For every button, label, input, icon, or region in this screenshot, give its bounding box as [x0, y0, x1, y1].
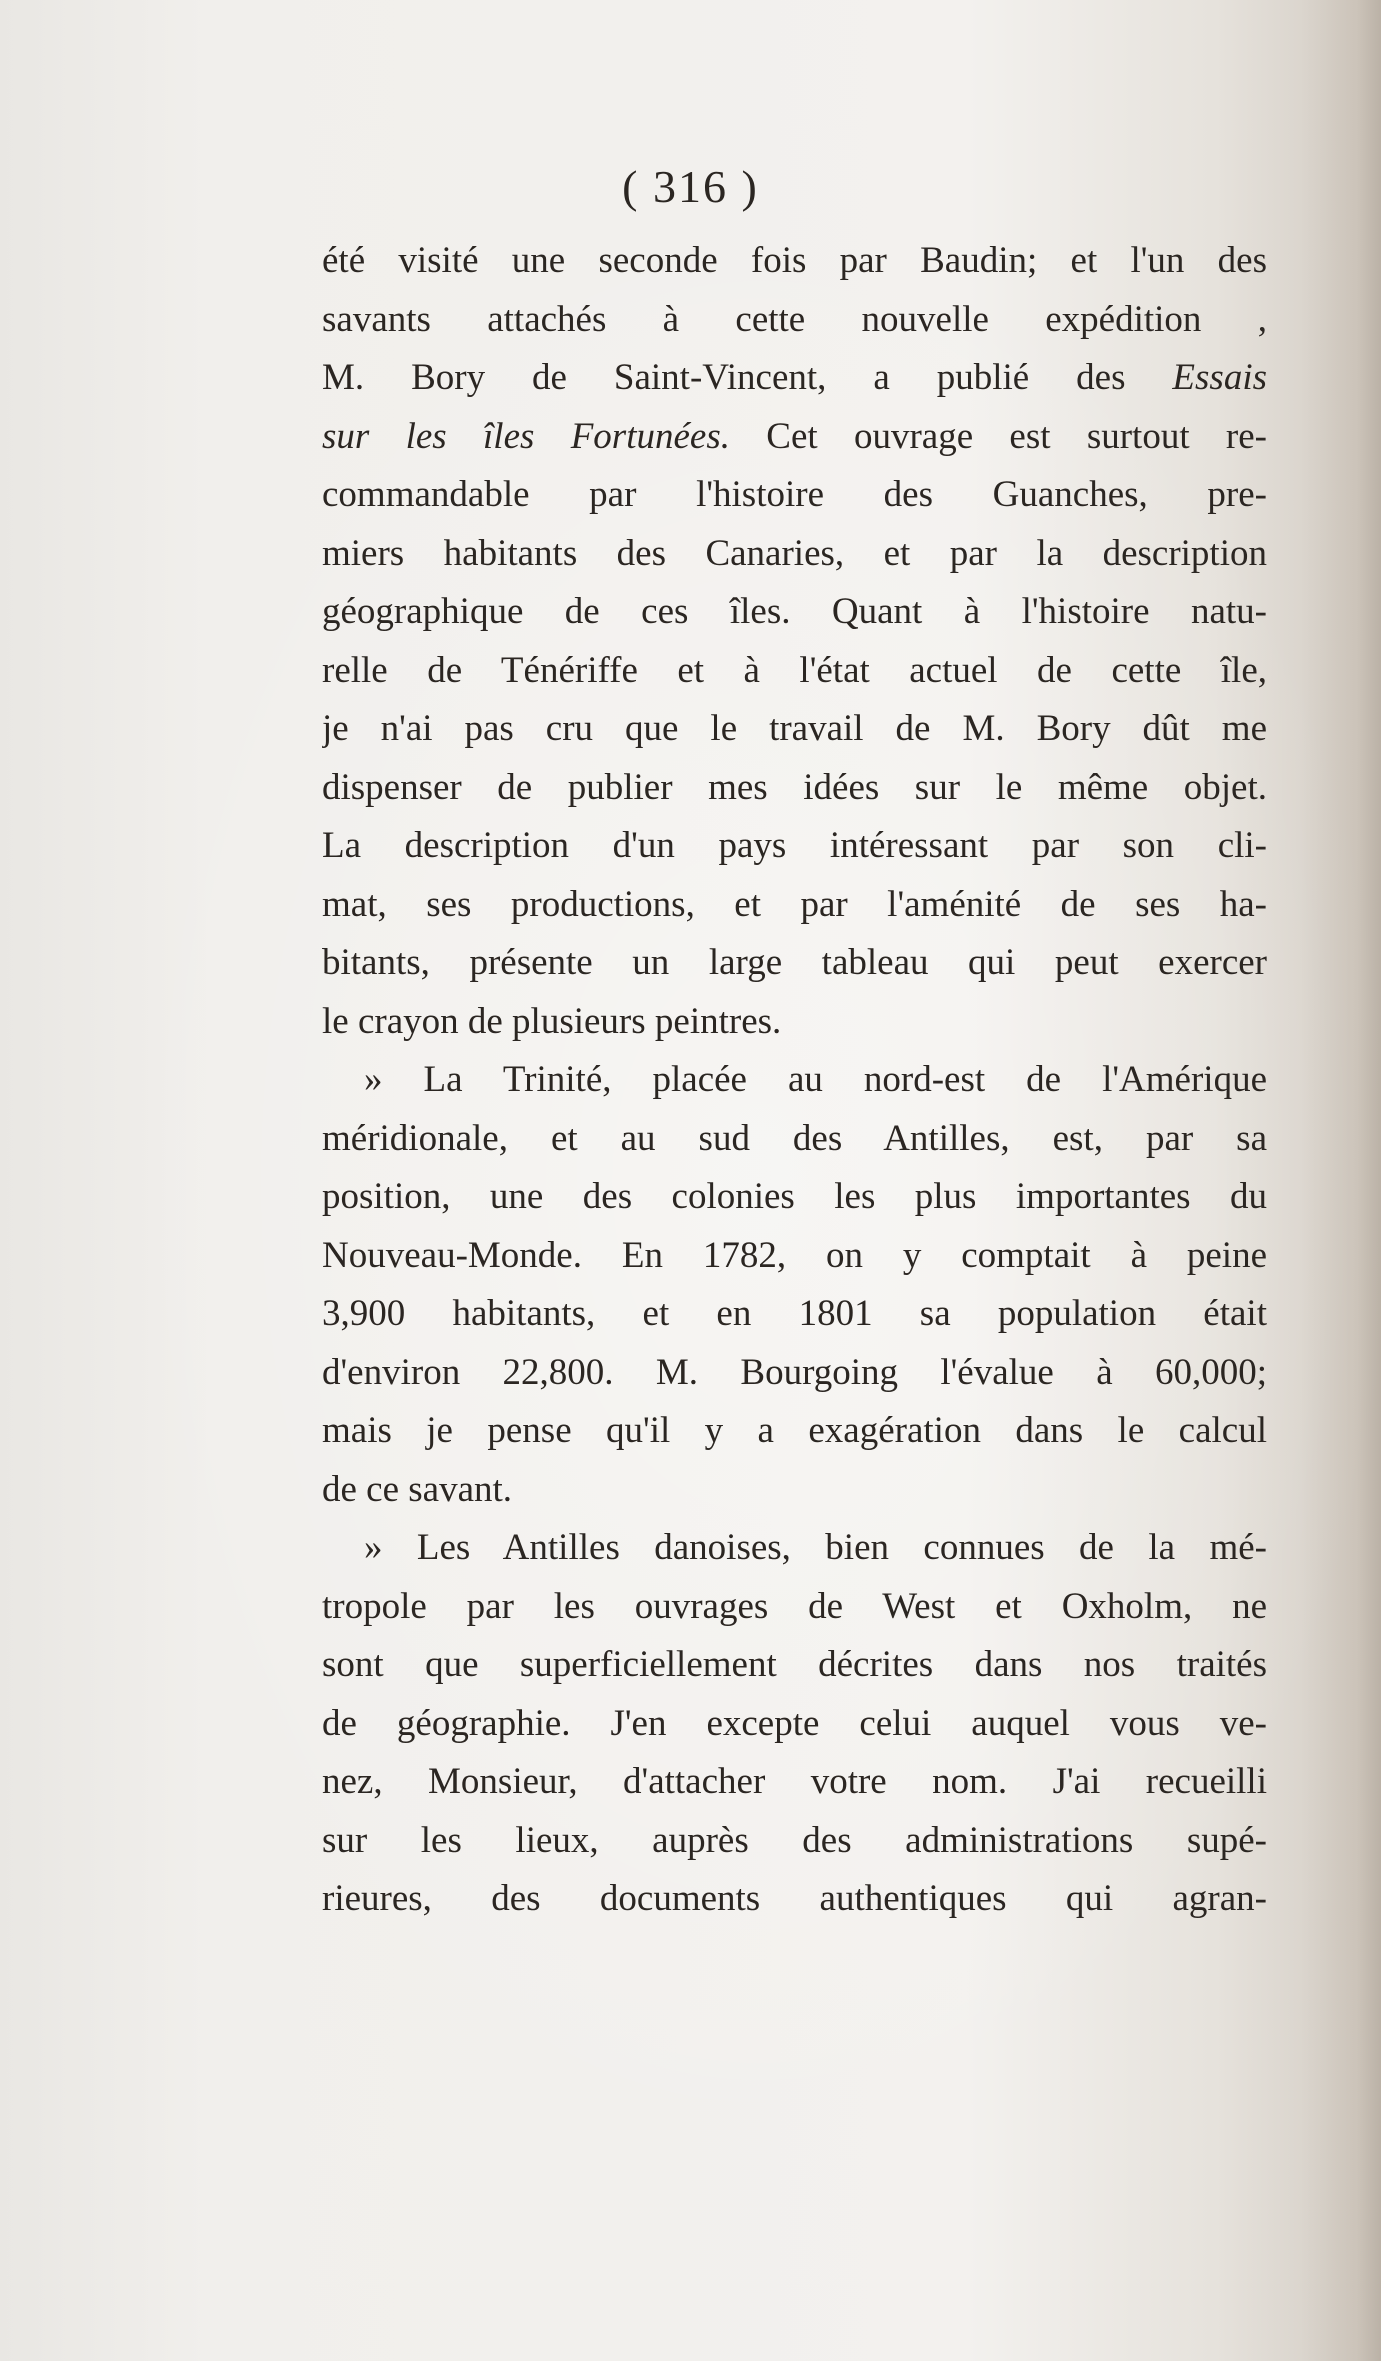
text-line	[322, 1519, 1267, 1578]
line-text: M. Bory de Saint-Vincent, a publié des	[322, 357, 1126, 398]
text-line	[322, 1695, 1267, 1754]
text-line	[322, 817, 1267, 876]
text-line	[322, 466, 1267, 525]
text-line	[322, 934, 1267, 993]
line-text: méridionale, et au sud des Antilles, est, par sa	[322, 1117, 1267, 1159]
text-line	[322, 232, 1267, 291]
line-text: dispenser de publier mes idées sur le même objet.	[322, 766, 1267, 808]
line-text: de géographie. J'en excepte celui auquel vous ve-	[322, 1702, 1267, 1744]
line-text: d'environ 22,800. M. Bourgoing l'évalue à 60,000;	[322, 1351, 1267, 1393]
line-text: mat, ses productions, et par l'aménité de ses ha-	[322, 883, 1267, 925]
line-text: je n'ai pas cru que le travail de M. Bory dût me	[322, 708, 1267, 749]
text-line	[322, 1461, 1267, 1520]
line-text: » Les Antilles danoises, bien connues de la mé-	[364, 1527, 1267, 1568]
text-line	[322, 876, 1267, 935]
line-text: commandable par l'histoire des Guanches, pre-	[322, 474, 1267, 515]
line-text: mais je pense qu'il y a exagération dans le calcul	[322, 1410, 1267, 1451]
line-text: miers habitants des Canaries, et par la description	[322, 532, 1267, 574]
text-line	[322, 1051, 1267, 1110]
text-line	[322, 1402, 1267, 1461]
text-line	[322, 1753, 1267, 1812]
line-text: tropole par les ouvrages de West et Oxholm, ne	[322, 1585, 1267, 1627]
text-line	[322, 349, 1267, 408]
text-line	[322, 1227, 1267, 1286]
text-line	[322, 291, 1267, 350]
line-text: position, une des colonies les plus importantes du	[322, 1176, 1267, 1217]
page-gutter-shadow	[1301, 0, 1381, 2361]
text-line	[322, 700, 1267, 759]
text-line	[322, 759, 1267, 818]
line-text: » La Trinité, placée au nord-est de l'Amérique	[364, 1059, 1267, 1100]
line-text: de ce savant.	[322, 1468, 513, 1510]
text-line	[322, 1110, 1267, 1169]
line-text: rieures, des documents authentiques qui agran-	[322, 1878, 1267, 1919]
italic-title-part: sur les îles Fortunées.	[322, 415, 730, 457]
line-text: géographique de ces îles. Quant à l'histoire natu-	[322, 591, 1267, 632]
text-line	[322, 525, 1267, 584]
text-line	[322, 408, 1267, 467]
line-text: relle de Ténériffe et à l'état actuel de cette île,	[322, 649, 1267, 691]
line-text: Nouveau-Monde. En 1782, on y comptait à peine	[322, 1234, 1267, 1276]
line-text: bitants, présente un large tableau qui peut exercer	[322, 942, 1267, 983]
line-text: nez, Monsieur, d'attacher votre nom. J'ai recueilli	[322, 1761, 1267, 1802]
line-text: La description d'un pays intéressant par son cli-	[322, 825, 1267, 866]
text-line	[322, 1285, 1267, 1344]
text-line	[322, 1344, 1267, 1403]
page-number: ( 316 )	[622, 161, 759, 212]
line-text: 3,900 habitants, et en 1801 sa population était	[322, 1293, 1267, 1334]
italic-title-part: Essais	[1172, 357, 1267, 398]
text-line	[322, 1168, 1267, 1227]
line-text: le crayon de plusieurs peintres.	[322, 1000, 782, 1042]
text-line	[322, 1870, 1267, 1929]
line-text: Cet ouvrage est surtout re-	[729, 415, 1267, 457]
text-line	[322, 1812, 1267, 1871]
text-line	[322, 583, 1267, 642]
line-text: sont que superficiellement décrites dans nos traités	[322, 1644, 1267, 1685]
body-text	[322, 232, 1267, 1929]
text-line	[322, 1636, 1267, 1695]
line-text: sur les lieux, auprès des administrations supé-	[322, 1819, 1267, 1861]
line-text: savants attachés à cette nouvelle expédition ,	[322, 298, 1267, 340]
text-line	[322, 642, 1267, 701]
line-text: été visité une seconde fois par Baudin; et l'un des	[322, 240, 1267, 281]
text-line	[322, 1578, 1267, 1637]
text-line	[322, 993, 1267, 1052]
